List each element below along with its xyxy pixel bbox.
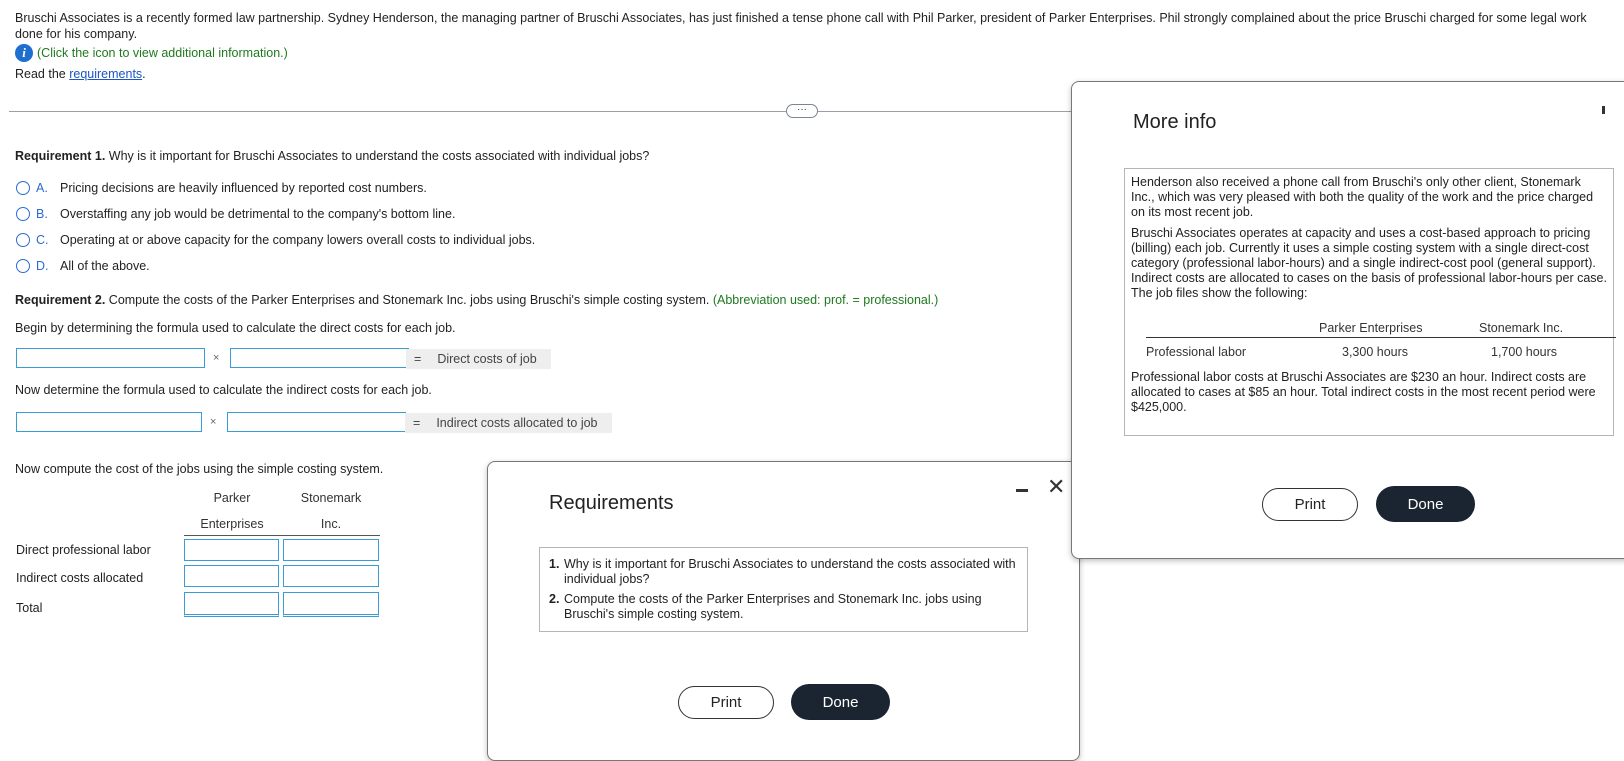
requirement-2-label: Requirement 2.	[15, 293, 106, 307]
parker-total-cell[interactable]	[184, 592, 279, 617]
info-link-text: (Click the icon to view additional information.)	[37, 46, 288, 60]
requirement-number: 2.	[549, 592, 560, 606]
requirement-item	[549, 557, 1018, 587]
requirements-modal	[487, 461, 1080, 761]
table-row-label: Professional labor	[1146, 345, 1247, 359]
requirements-list	[549, 557, 1018, 622]
indirect-formula-input-1[interactable]	[16, 412, 202, 432]
more-info-content	[1124, 168, 1614, 436]
direct-formula-intro: Begin by determining the formula used to calculate the direct costs for each job.	[15, 321, 456, 335]
requirement-2-title	[15, 293, 938, 307]
compute-intro: Now compute the cost of the jobs using the simple costing system.	[15, 462, 384, 476]
table-header-parker: Parker Enterprises	[1319, 321, 1423, 335]
col-stonemark-line1: Stonemark	[300, 491, 362, 505]
read-prefix: Read the	[15, 67, 70, 81]
expand-button[interactable]: ···	[786, 104, 818, 118]
requirement-2-question: Compute the costs of the Parker Enterprises and Stonemark Inc. jobs using Bruschi's simple costing system.	[105, 293, 713, 307]
row-label-total: Total	[16, 601, 43, 615]
requirement-text: Why is it important for Bruschi Associates to understand the costs associated with individual jobs?	[564, 557, 1016, 586]
more-info-paragraph-2: Bruschi Associates operates at capacity and uses a cost-based approach to pricing (billing) each job. Currently it uses a simple costing system with a single direct-cost category (professional labor-hours) and a single indirect-cost pool (general support). Indirect costs are allocated to cases on the basis of professional labor-hours per case. The job files show the following:	[1131, 226, 1607, 300]
option-b[interactable]	[16, 207, 455, 221]
col-stonemark-line2: Inc.	[320, 517, 342, 531]
indirect-formula-result	[405, 413, 612, 433]
row-label-indirect: Indirect costs allocated	[16, 571, 144, 585]
equals-symbol: =	[414, 352, 422, 366]
radio-icon[interactable]	[16, 233, 30, 247]
indirect-formula-input-2[interactable]	[227, 412, 406, 432]
requirements-print-button[interactable]: Print	[678, 686, 774, 719]
option-letter: D.	[36, 259, 49, 273]
row-label-direct-labor: Direct professional labor	[16, 543, 151, 557]
option-text: Overstaffing any job would be detrimental to the company's bottom line.	[60, 207, 456, 221]
radio-icon[interactable]	[16, 207, 30, 221]
option-text: Operating at or above capacity for the company lowers overall costs to individual jobs.	[60, 233, 536, 247]
option-letter: B.	[36, 207, 48, 221]
requirement-1-title	[15, 149, 649, 163]
equals-symbol: =	[413, 416, 421, 430]
requirement-number: 1.	[549, 557, 560, 571]
option-c[interactable]	[16, 233, 535, 247]
more-info-modal	[1071, 81, 1624, 559]
info-line	[15, 44, 288, 62]
abbreviation-note: (Abbreviation used: prof. = professional.)	[712, 293, 939, 307]
col-parker-line1: Parker	[213, 491, 251, 505]
indirect-formula-intro: Now determine the formula used to calculate the indirect costs for each job.	[15, 383, 432, 397]
more-info-title: More info	[1133, 111, 1217, 133]
close-icon[interactable]: ✕	[1047, 474, 1066, 499]
option-letter: C.	[36, 233, 49, 247]
radio-icon[interactable]	[16, 259, 30, 273]
direct-formula-input-1[interactable]	[16, 348, 205, 368]
read-suffix: .	[142, 67, 146, 81]
table-header-rule	[1146, 337, 1616, 338]
info-icon[interactable]: i	[15, 44, 33, 62]
option-a[interactable]	[16, 181, 427, 195]
requirement-1-question: Why is it important for Bruschi Associates to understand the costs associated with individual jobs?	[105, 149, 650, 163]
read-requirements-line	[15, 67, 146, 81]
option-letter: A.	[36, 181, 48, 195]
parker-hours: 3,300 hours	[1342, 345, 1409, 359]
problem-intro: Bruschi Associates is a recently formed law partnership. Sydney Henderson, the managing partner of Bruschi Associates, has just finished a tense phone call with Phil Parker, president of Parker Enterprises. Phil strongly complained about the price Bruschi charged for some legal work done for his company.	[15, 11, 1587, 41]
section-divider	[9, 111, 1074, 112]
requirements-done-button[interactable]: Done	[791, 684, 890, 720]
more-info-paragraph-1: Henderson also received a phone call from Bruschi's only other client, Stonemark Inc., which was very pleased with both the quality of the work and the price charged on its most recent job.	[1131, 175, 1594, 219]
option-text: Pricing decisions are heavily influenced by reported cost numbers.	[60, 181, 427, 195]
direct-formula-result	[406, 349, 551, 369]
more-info-done-button[interactable]: Done	[1376, 486, 1475, 522]
job-files-table	[1131, 301, 1607, 367]
times-symbol: ×	[210, 416, 217, 428]
option-text: All of the above.	[60, 259, 150, 273]
parker-indirect-cell[interactable]	[184, 565, 279, 587]
minimize-icon[interactable]	[1602, 106, 1605, 114]
more-info-print-button[interactable]: Print	[1262, 488, 1358, 521]
requirement-1-label: Requirement 1.	[15, 149, 106, 163]
stonemark-indirect-cell[interactable]	[283, 565, 379, 587]
direct-costs-label: Direct costs of job	[437, 352, 537, 366]
requirements-link[interactable]: requirements	[69, 67, 143, 81]
requirement-item	[549, 592, 1018, 622]
header-underline	[184, 535, 380, 536]
requirements-modal-title: Requirements	[549, 492, 674, 514]
more-info-paragraph-3: Professional labor costs at Bruschi Associates are $230 an hour. Indirect costs are allocated to cases at $85 an hour. Total indirect costs in the most recent period were $425,000.	[1131, 370, 1596, 414]
stonemark-direct-cell[interactable]	[283, 539, 379, 561]
col-parker-line2: Enterprises	[200, 517, 264, 531]
table-header-stonemark: Stonemark Inc.	[1479, 321, 1564, 335]
times-symbol: ×	[213, 352, 220, 364]
stonemark-hours: 1,700 hours	[1491, 345, 1558, 359]
option-d[interactable]	[16, 259, 150, 273]
minimize-icon[interactable]	[1016, 489, 1028, 492]
stonemark-total-cell[interactable]	[283, 592, 379, 617]
requirement-text: Compute the costs of the Parker Enterprises and Stonemark Inc. jobs using Bruschi's simple costing system.	[564, 592, 982, 621]
indirect-costs-label: Indirect costs allocated to job	[436, 416, 598, 430]
requirements-list-box	[539, 547, 1028, 632]
radio-icon[interactable]	[16, 181, 30, 195]
parker-direct-cell[interactable]	[184, 539, 279, 561]
direct-formula-input-2[interactable]	[230, 348, 409, 368]
